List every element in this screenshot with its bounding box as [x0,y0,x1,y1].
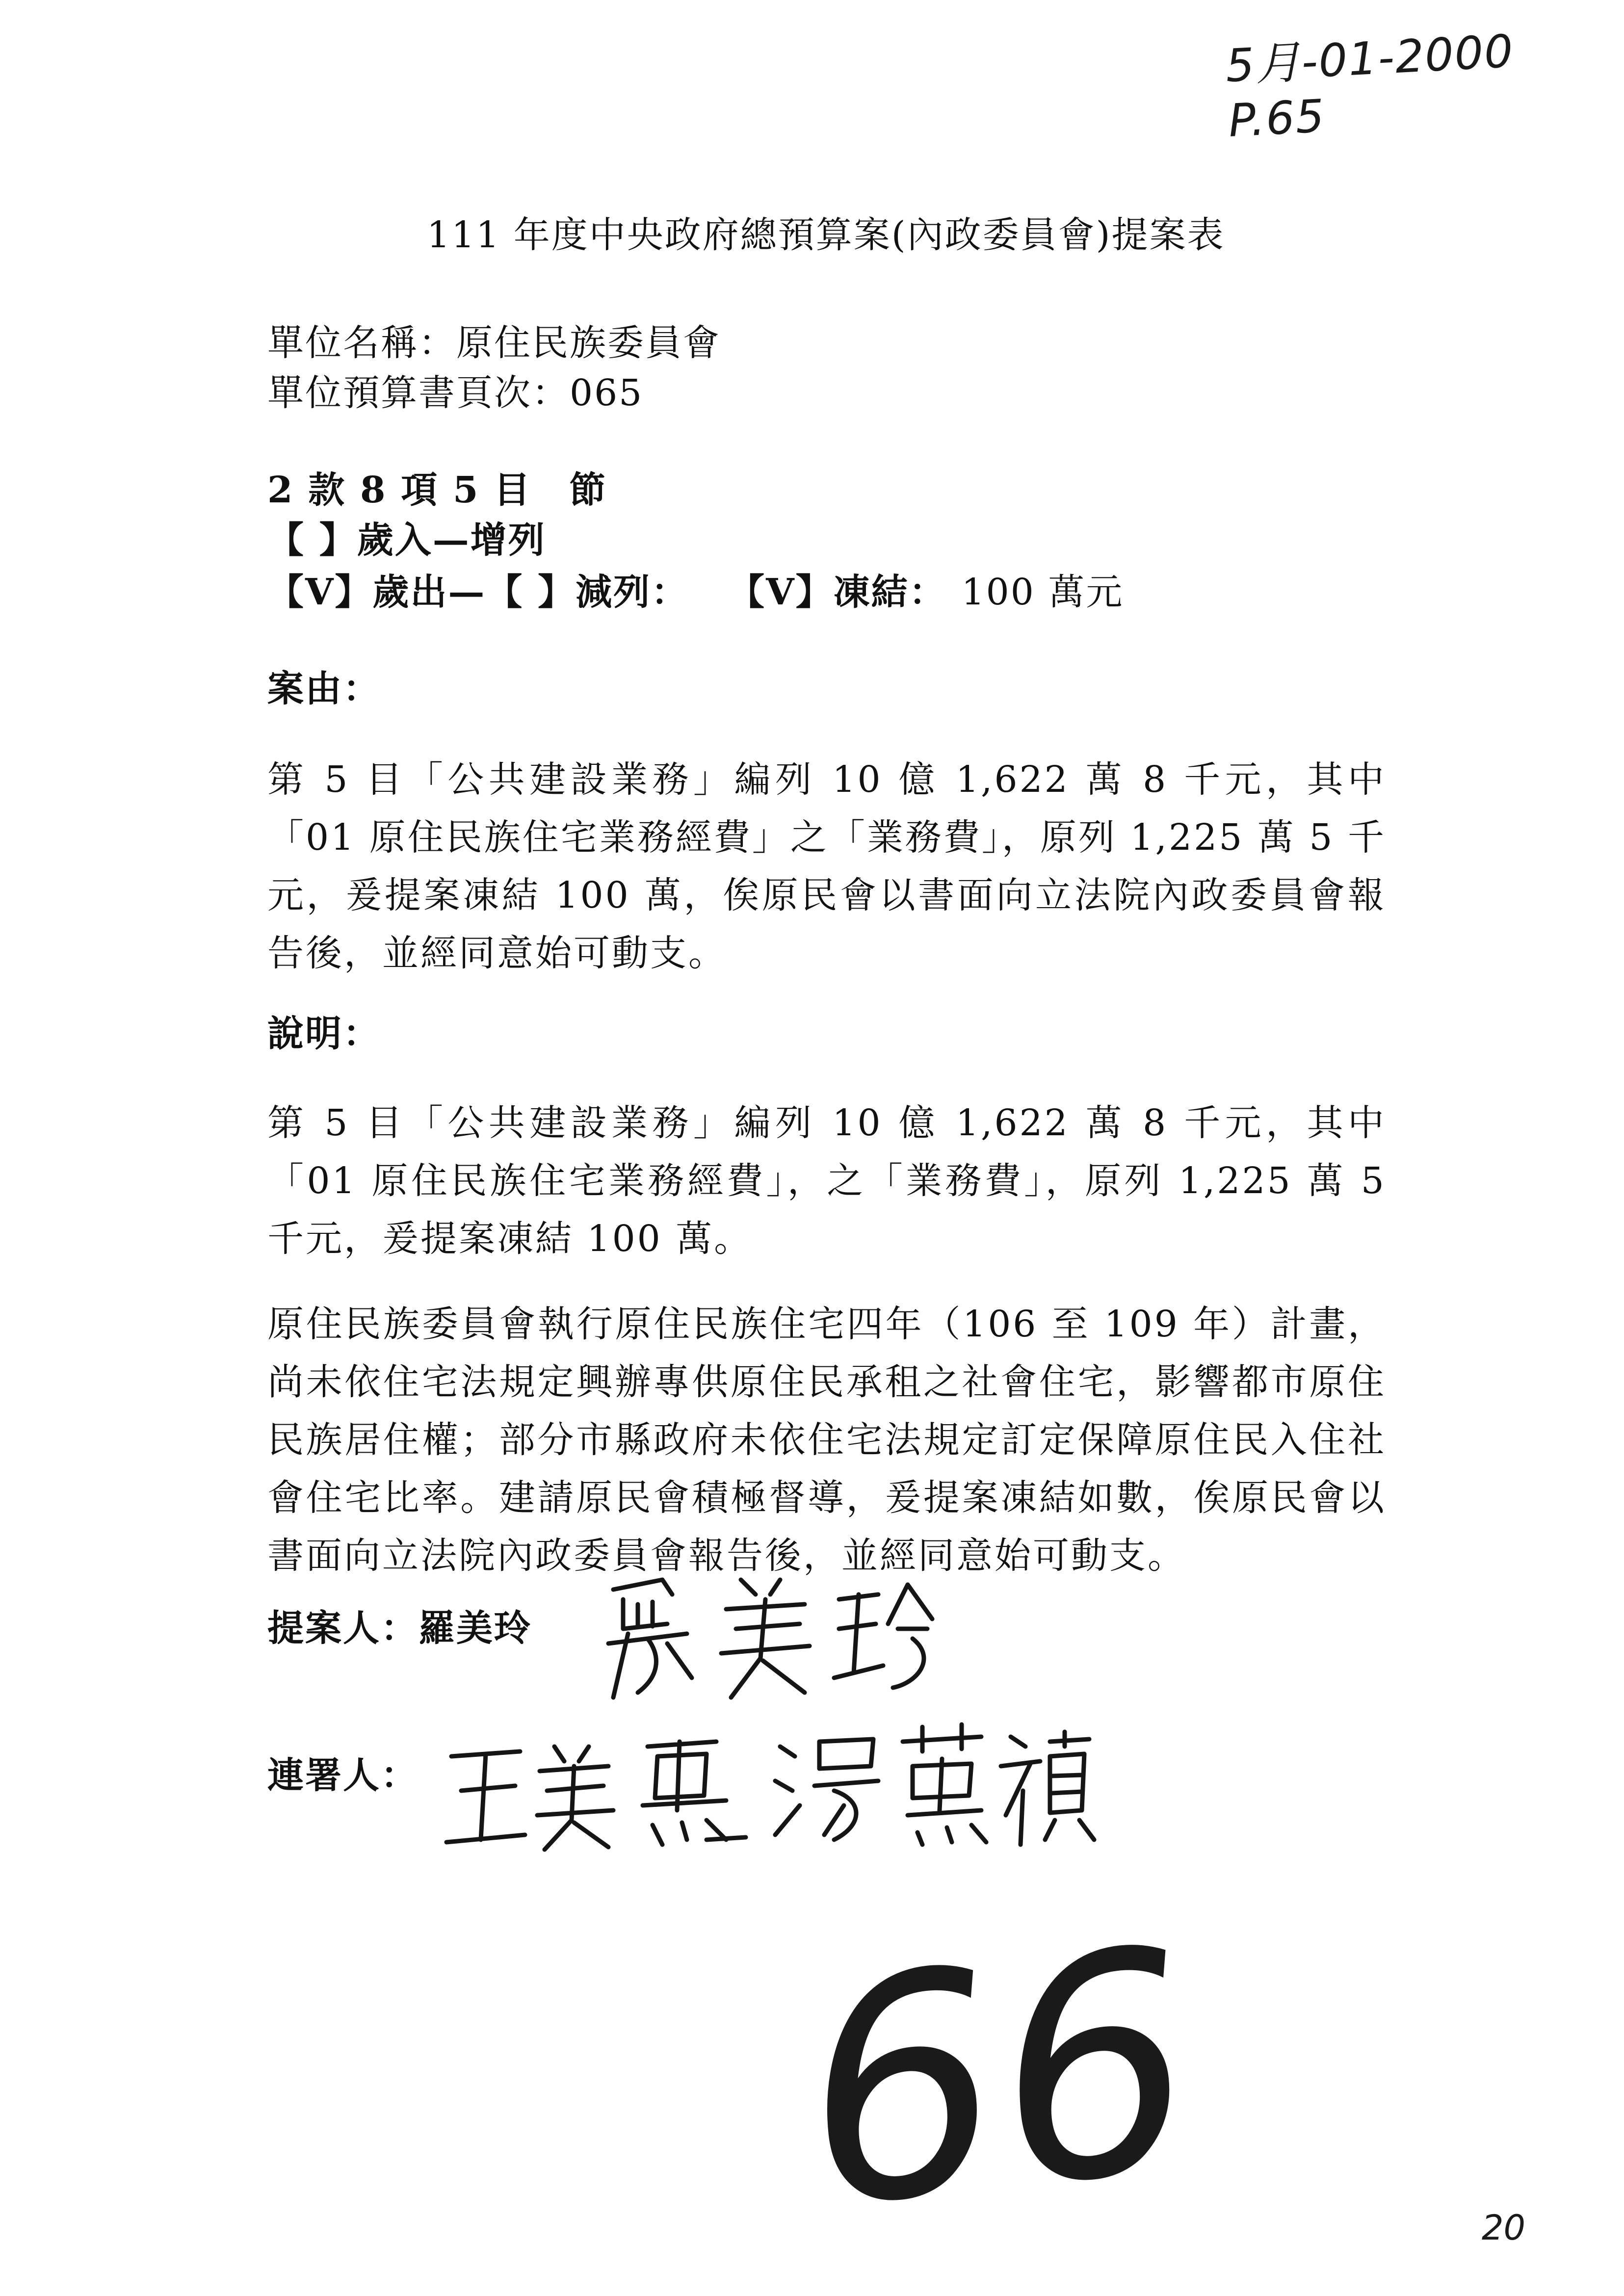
expense-line [267,563,1124,615]
proposer-signature [594,1560,937,1707]
budget-page: 單位預算書頁次：065 [267,372,644,414]
handwritten-number: 66 [787,1883,1209,2276]
budget-section: 2 款 8 項 5 目 節 [267,469,607,511]
unit-name: 單位名稱：原住民族委員會 [267,322,721,364]
explain-heading: 說明： [267,1013,381,1055]
explain-text-2: 原住民族委員會執行原住民族住宅四年（106 至 109 年）計畫， 尚未依住宅法規定興辦專供原住民承租之社會住宅，影響都市原住民族居住權；部分市縣政府未依住宅法規定訂定保障原住民入住社會住宅比率。建請原民會積極督導，爰提案凍結如數，俟原民會以書面向立法院內政委員會報告後，並經同意始可動支。 [267,1303,1386,1577]
expense-line-label: 【V】歲出—【 】減列： 【V】凍結： [267,571,947,613]
cosigner-signature-2 [765,1717,1099,1854]
reason-heading: 案由： [267,668,381,710]
revenue-line: 【 】歲入—增列 [267,519,546,561]
reason-text: 第 5 目「公共建設業務」編列 10 億 1,622 萬 8 千元，其中「01 原住民族住宅業務經費」之「業務費」，原列 1,225 萬 5 千元，爰提案凍結 100 萬，俟原民會以書面向立法院內政委員會報告後，並經同意始可動支。 [267,758,1386,974]
handwritten-date-stamp: 5月-01-2000 P.65 [1224,25,1516,148]
cosigner-label: 連署人： [267,1754,419,1797]
proposer-label: 提案人：羅美玲 [267,1607,532,1649]
document-title: 111 年度中央政府總預算案(內政委員會)提案表 [427,214,1225,256]
cosigner-signature-1 [432,1727,751,1859]
handwritten-page-mark: 20 [1482,2208,1526,2248]
explain-text-1: 第 5 目「公共建設業務」編列 10 億 1,622 萬 8 千元，其中「01 原住民族住宅業務經費」，之「業務費」，原列 1,225 萬 5 千元，爰提案凍結 100 萬。 [267,1102,1386,1260]
freeze-amount: 100 萬元 [961,571,1124,613]
